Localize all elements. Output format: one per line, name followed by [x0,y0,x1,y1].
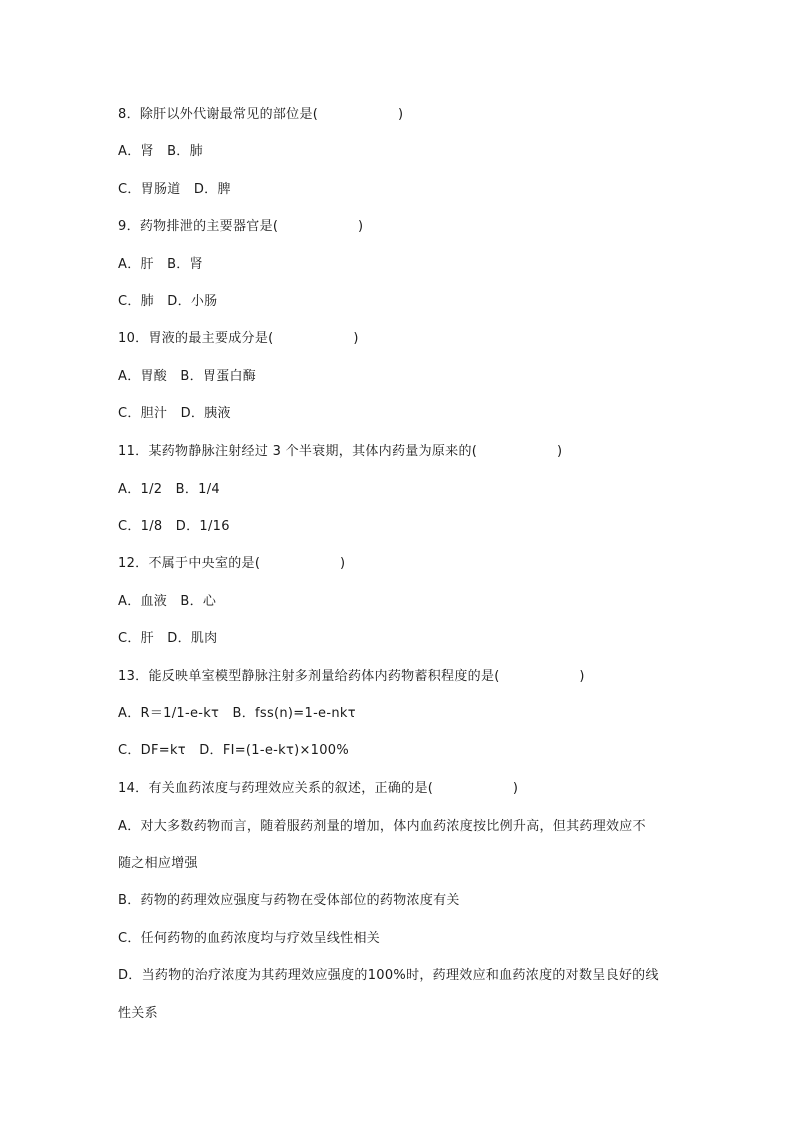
question-9-options-cd: C．肺 D．小肠 [118,294,218,309]
question-8-stem: 8．除肝以外代谢最常见的部位是( ) [118,107,404,122]
question-10-stem: 10．胃液的最主要成分是( ) [118,331,359,346]
question-11-options-ab: A．1/2 B．1/4 [118,482,220,497]
question-12-options-cd: C．肝 D．肌肉 [118,631,218,646]
question-10-options-cd: C．胆汁 D．胰液 [118,406,231,421]
question-12-options-ab: A．血液 B．心 [118,594,217,609]
question-11-stem: 11．某药物静脉注射经过 3 个半衰期，其体内药量为原来的( ) [118,444,563,459]
question-8-options-ab: A．肾 B．肺 [118,144,203,159]
question-13-options-cd: C．DF=kτ D．FI=(1-e-kτ)×100% [118,743,350,758]
question-14-option-c: C．任何药物的血药浓度均与疗效呈线性相关 [118,931,381,946]
question-13-options-ab: A．R＝1/1-e-kτ B．fss(n)=1-e-nkτ [118,706,356,721]
question-14-stem: 14．有关血药浓度与药理效应关系的叙述，正确的是( ) [118,781,519,796]
question-8-options-cd: C．胃肠道 D．脾 [118,182,231,197]
question-14-option-a-cont: 随之相应增强 [118,856,198,871]
question-14-option-b: B．药物的药理效应强度与药物在受体部位的药物浓度有关 [118,893,460,908]
question-9-stem: 9．药物排泄的主要器官是( ) [118,219,364,234]
question-14-option-d-cont: 性关系 [118,1006,158,1021]
question-14-option-d: D．当药物的治疗浓度为其药理效应强度的100%时，药理效应和血药浓度的对数呈良好的线 [118,968,659,983]
question-9-options-ab: A．肝 B．肾 [118,257,203,272]
question-13-stem: 13．能反映单室模型静脉注射多剂量给药体内药物蓄积程度的是( ) [118,669,585,684]
question-12-stem: 12．不属于中央室的是( ) [118,556,346,571]
question-10-options-ab: A．胃酸 B．胃蛋白酶 [118,369,257,384]
question-14-option-a: A．对大多数药物而言，随着服药剂量的增加，体内血药浓度按比例升高，但其药理效应不 [118,819,646,834]
question-11-options-cd: C．1/8 D．1/16 [118,519,230,534]
